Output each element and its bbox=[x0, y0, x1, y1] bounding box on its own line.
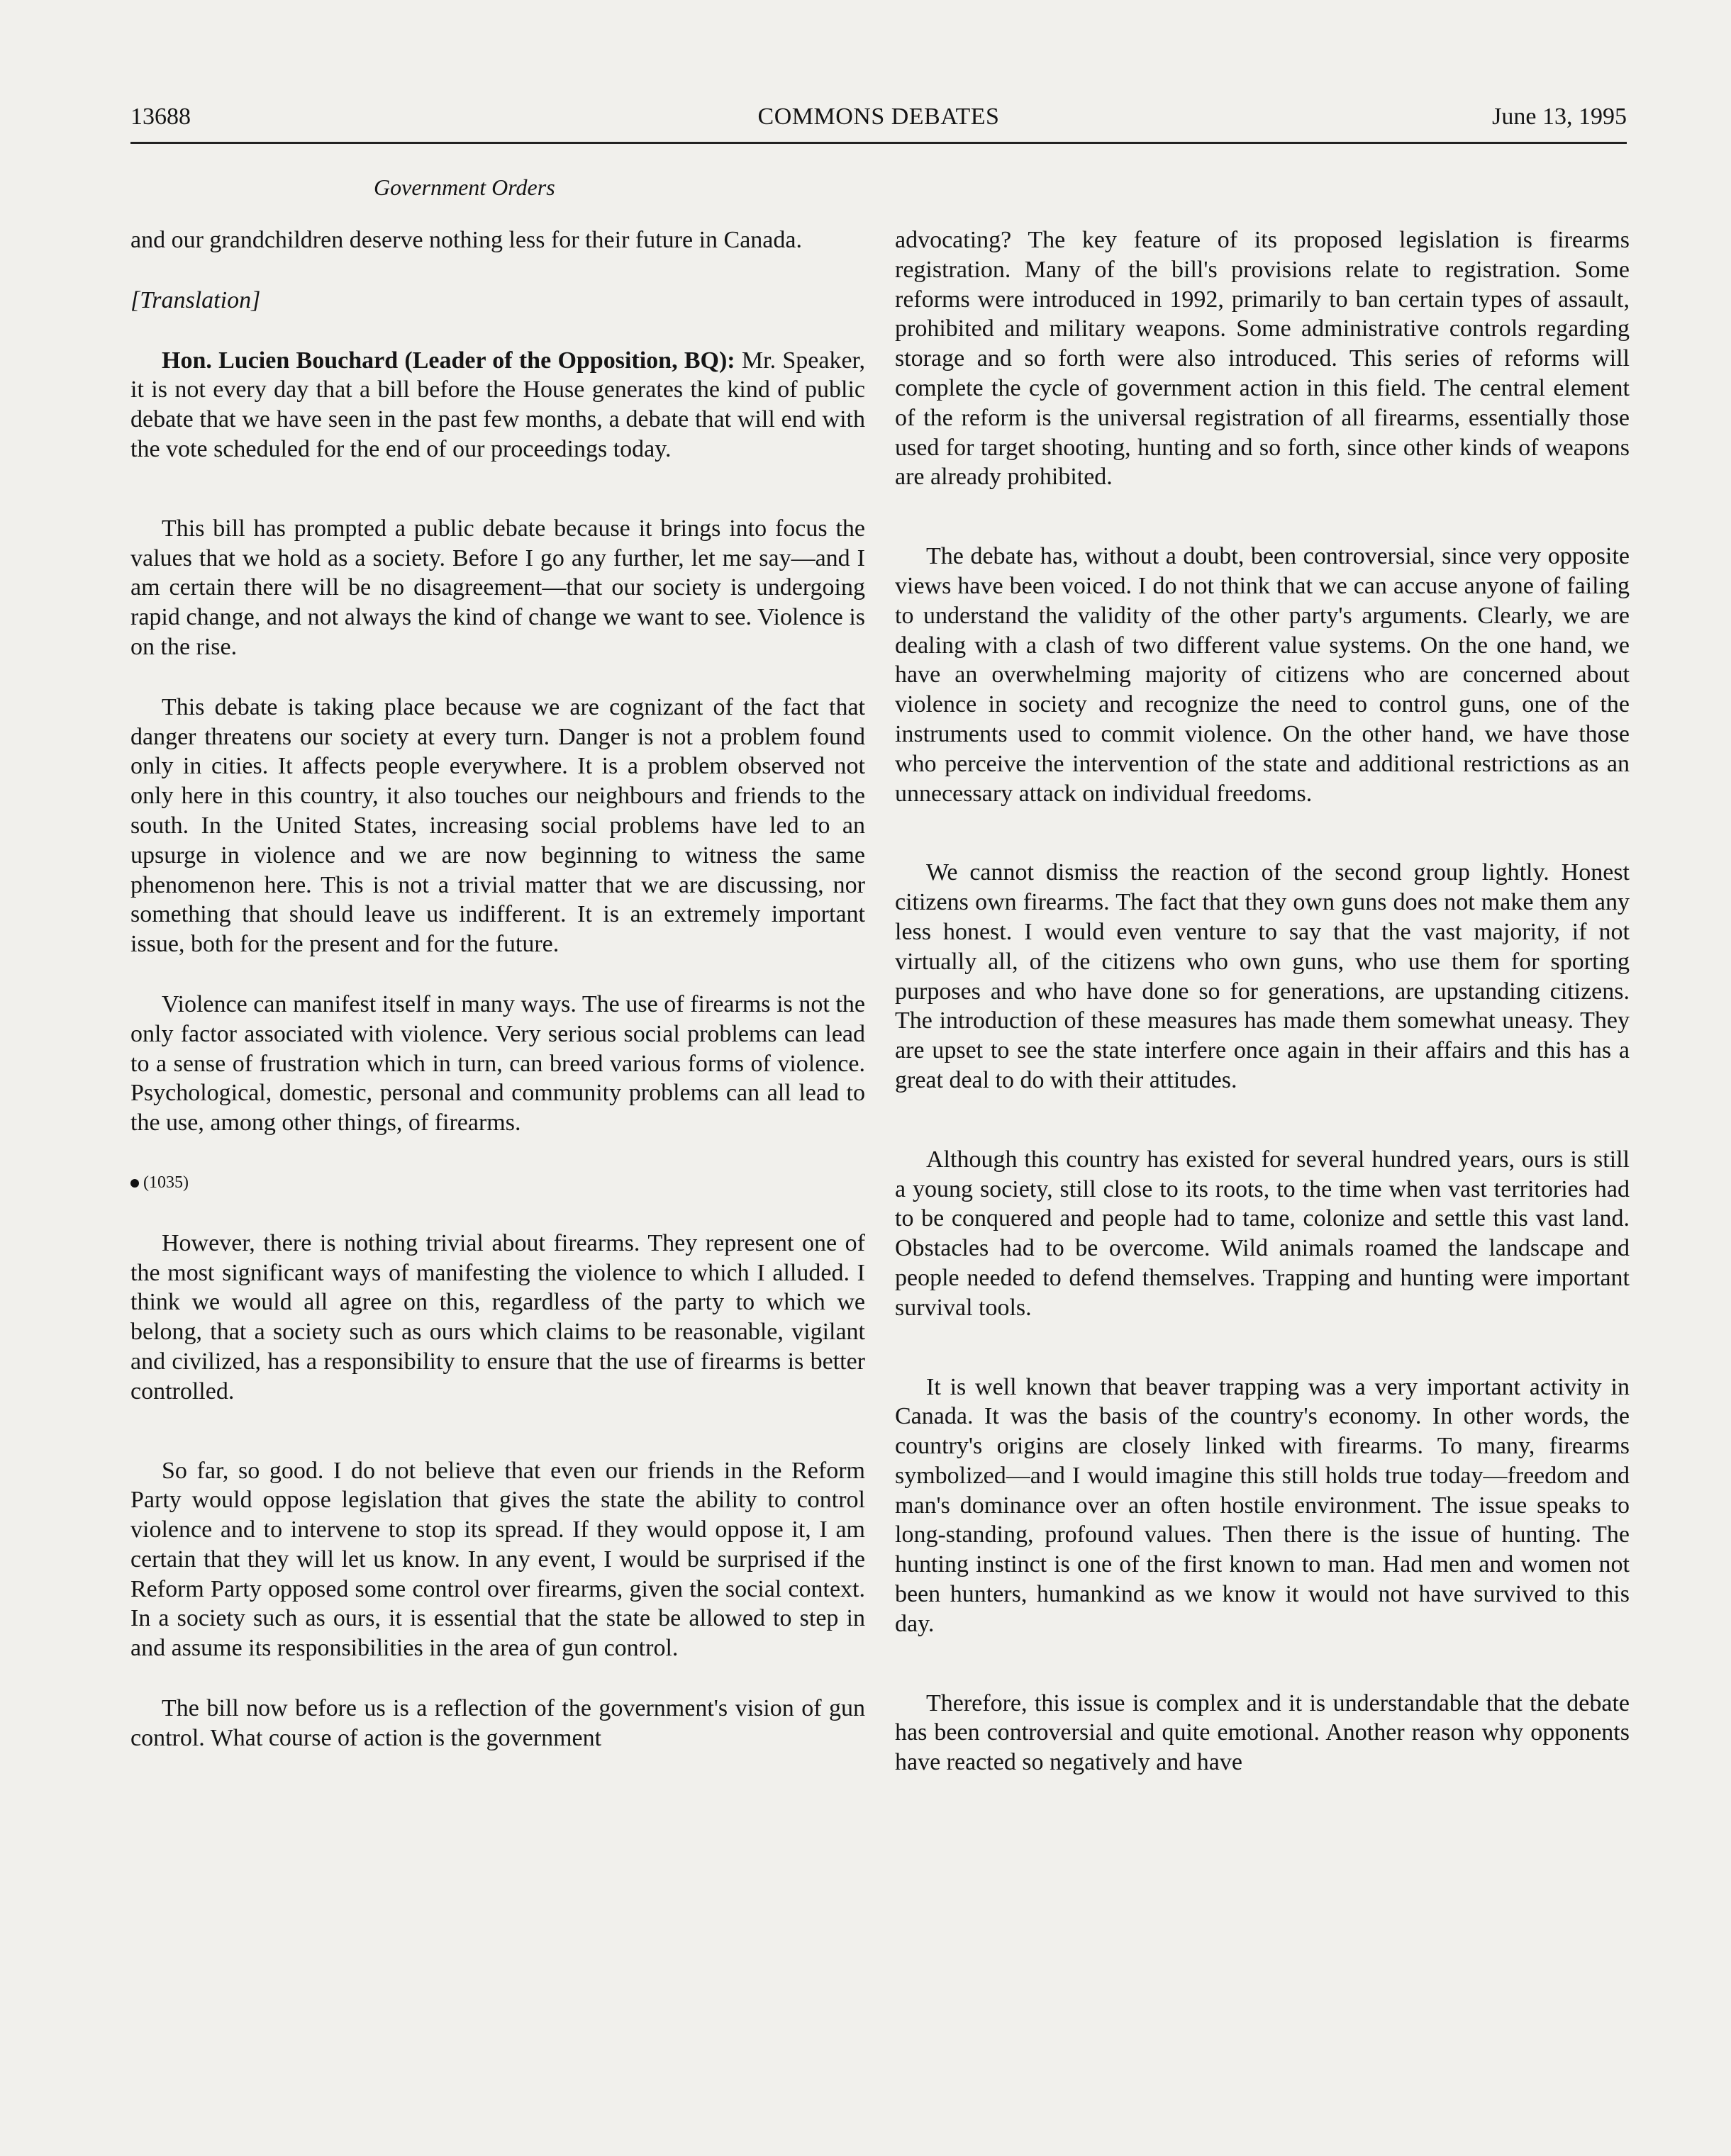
paragraph: Violence can manifest itself in many ways. The use of firearms is not the only factor associated with violence. Very serious social problems can lead to a sense of frustration which in turn, can breed various forms of violence. Psychological, domestic, personal and community problems can all lead to the use, among other things, of firearms. bbox=[130, 990, 865, 1136]
paragraph: So far, so good. I do not believe that even our friends in the Reform Party would oppose legislation that gives the state the ability to control violence and to intervene to stop its spread. If they would oppose it, I am certain that they will let us know. In any event, I would be surprised if the Reform Party opposed some control over firearms, given the social context. In a society such as ours, it is essential that the state be allowed to step in and assume its responsibilities in the area of gun control. bbox=[130, 1457, 865, 1662]
paragraph: The bill now before us is a reflection of the government's vision of gun control. What course of action is the government bbox=[130, 1695, 865, 1751]
paragraph: It is well known that beaver trapping was a very important activity in Canada. It was the basis of the country's economy. In other words, the country's origins are closely linked with firearms. To many, firearms symbolized—and I would imagine this still holds true today—freedom and man's dominance over an often hostile environment. The issue speaks to long-standing, profound values. Then there is the issue of hunting. The hunting instinct is one of the first known to man. Had men and women not been hunters, humankind as we know it would not have survived to this day. bbox=[895, 1373, 1630, 1637]
publication-date: June 13, 1995 bbox=[1492, 104, 1627, 130]
paragraph: advocating? The key feature of its proposed legislation is firearms registration. Many of the bill's provisions relate to registration. Some reforms were introduced in 1992, primarily to ban certain types of assault, prohibited and military weapons. Some administrative controls regarding storage and so forth were also introduced. This series of reforms will complete the cycle of government action in this field. The central element of the reform is the universal registration of all firearms, essentially those used for target shooting, hunting and so forth, since other kinds of weapons are already prohibited. bbox=[895, 227, 1630, 491]
paragraph: Therefore, this issue is complex and it is understandable that the debate has been controversial and quite emotional. Another reason why opponents have reacted so negatively and have bbox=[895, 1689, 1630, 1776]
paragraph: This debate is taking place because we are cognizant of the fact that danger threatens our society at every turn. Danger is not a problem found only in cities. It affects people everywhere. It is a problem observed not only here in this country, it also touches our neighbours and friends to the south. In the United States, increasing social problems have led to an upsurge in violence and we are now beginning to witness the same phenomenon here. This is not a trivial matter that we are discussing, nor something that should leave us indifferent. It is an extremely important issue, both for the present and for the future. bbox=[130, 693, 865, 958]
page-number: 13688 bbox=[130, 104, 191, 130]
paragraph: This bill has prompted a public debate because it brings into focus the values that we hold as a society. Before I go any further, let me say—and I am certain there will be no disagreement—that our society is undergoing rapid change, and not always the kind of change we want to see. Violence is on the rise. bbox=[130, 515, 865, 660]
bullet-icon bbox=[130, 1179, 139, 1188]
paragraph: and our grandchildren deserve nothing less for their future in Canada. bbox=[130, 227, 802, 253]
header-rule bbox=[130, 142, 1627, 144]
timestamp bbox=[130, 1168, 865, 1198]
page-header bbox=[130, 104, 1627, 138]
speaker-name: Hon. Lucien Bouchard (Leader of the Opposition, BQ): bbox=[162, 347, 735, 374]
right-column bbox=[895, 225, 1630, 1941]
paragraph: Although this country has existed for several hundred years, ours is still a young society, still close to its roots, to the time when vast territories had to be conquered and people had to tame, colonize and settle this vast land. Obstacles had to be overcome. Wild animals roamed the landscape and people needed to defend themselves. Trapping and hunting were important survival tools. bbox=[895, 1146, 1630, 1321]
timestamp-text: (1035) bbox=[143, 1173, 189, 1192]
translation-label: [Translation] bbox=[130, 286, 261, 313]
publication-title: COMMONS DEBATES bbox=[757, 104, 1000, 130]
paragraph: We cannot dismiss the reaction of the second group lightly. Honest citizens own firearms. The fact that they own guns does not make them any less honest. I would even venture to say that the vast majority, if not virtually all, of the citizens who own guns, who use them for sporting purposes and who have done so for generations, are upstanding citizens. The introduction of these measures has made them somewhat uneasy. They are upset to see the state interfere once again in their affairs and this has a great deal to do with their attitudes. bbox=[895, 859, 1630, 1093]
speech-text: Mr. Speaker, it is not every day that a bill before the House generates the kind of public debate that we have seen in the past few months, a debate that will end with the vote scheduled for the end of our proceedings today. bbox=[130, 347, 865, 462]
section-title: Government Orders bbox=[374, 174, 555, 200]
paragraph: The debate has, without a doubt, been controversial, since very opposite views have been voiced. I do not think that we can accuse anyone of failing to understand the validity of the other party's arguments. Clearly, we are dealing with a clash of two different value systems. On the one hand, we have an overwhelming majority of citizens who are concerned about violence in society and recognize the need to control guns, one of the instruments used to commit violence. On the other hand, we have those who perceive the intervention of the state and additional restrictions as an unnecessary attack on individual freedoms. bbox=[895, 543, 1630, 807]
speaker-paragraph bbox=[130, 346, 865, 464]
left-column bbox=[130, 225, 865, 1941]
paragraph: However, there is nothing trivial about firearms. They represent one of the most significant ways of manifesting the violence to which I alluded. I think we would all agree on this, regardless of the party to which we belong, that a society such as ours which claims to be reasonable, vigilant and civilized, has a responsibility to ensure that the use of firearms is better controlled. bbox=[130, 1229, 865, 1404]
